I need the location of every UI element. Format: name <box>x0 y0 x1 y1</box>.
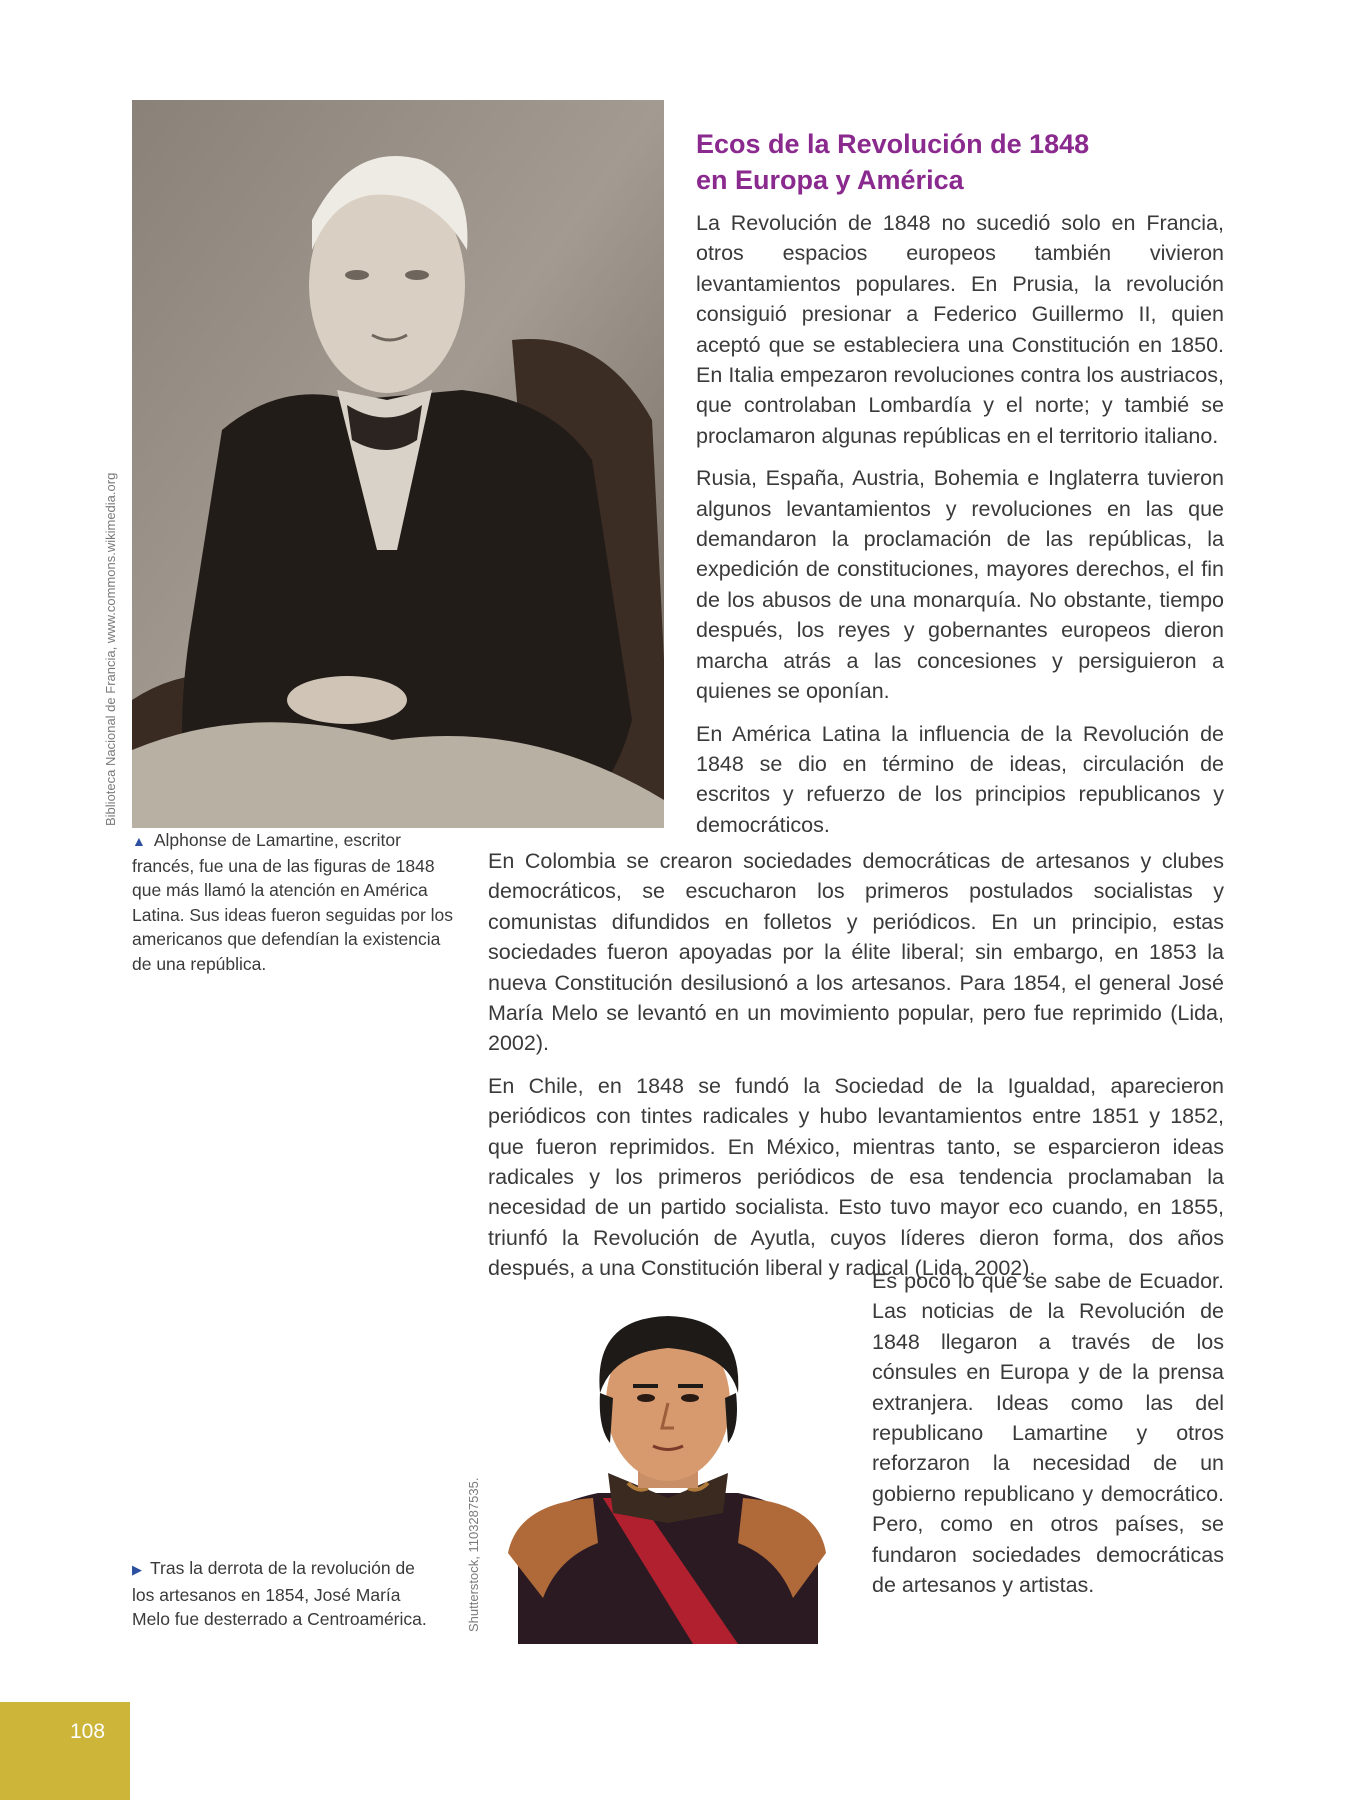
paragraph-1: La Revolución de 1848 no sucedió solo en Francia, otros espacios europeos también vivieron levantamientos populares. En Prusia, la revolución consiguió presionar a Federico Guillermo II, quien aceptó que se estableciera una Constitución en 1850. En Italia empezaron revoluciones contra los austriacos, que controlaban Lombardía y el norte; y tambié se proclamaron algunas repúblicas en el territorio italiano. <box>696 211 1224 448</box>
triangle-up-icon: ▲ <box>132 833 146 849</box>
paragraph-4: En Colombia se crearon sociedades democráticas de artesanos y clubes democráticos, se escucharon los primeros postulados socialistas y comunistas difundidos en folletos y periódicos. En un principio, estas sociedades fueron apoyadas por la élite liberal; sin embargo, en 1853 la nueva Constitución desilusionó a los artesanos. Para 1854, el general José María Melo se levantó en un movimiento popular, pero fue reprimido (Lida, 2002). <box>488 849 1224 1056</box>
photo-credit: Biblioteca Nacional de Francia, www.commons.wikimedia.org <box>103 472 118 826</box>
paragraph-5: En Chile, en 1848 se fundó la Sociedad de la Igualdad, aparecieron periódicos con tintes radicales y hubo levantamientos entre 1851 y 1852, que fueron reprimidos. En México, mientras tanto, se esparcieron ideas radicales y los primeros periódicos de esa tendencia proclamaban la necesidad de un partido socialista. Esto tuvo mayor eco cuando, en 1855, triunfó la Revolución de Ayutla, cuyos líderes dieron forma, dos años después, a una Constitución liberal y radical (Lida, 2002). <box>488 1073 1224 1281</box>
triangle-right-icon: ▶ <box>132 1562 142 1577</box>
photo-caption <box>132 828 454 976</box>
illustration-caption-text: Tras la derrota de la revolución de los artesanos en 1854, José María Melo fue desterrado a Centroamérica. <box>132 1558 427 1629</box>
lamartine-photo <box>132 100 664 828</box>
right-column <box>696 208 1224 840</box>
illustration-caption <box>132 1556 432 1632</box>
wide-column <box>488 846 1224 1284</box>
paragraph-2: Rusia, España, Austria, Bohemia e Inglaterra tuvieron algunos levantamientos y revoluciones en las que demandaron la proclamación de las repúblicas, la expedición de constituciones, mayores derechos, el fin de los abusos de una monarquía. No obstante, tiempo después, los reyes y gobernantes europeos dieron marcha atrás a las concesiones y persiguieron a quienes se oponían. <box>696 466 1224 704</box>
illustration-credit: Shutterstock, 1103287535. <box>466 1477 481 1632</box>
section-heading <box>696 126 1256 198</box>
photo-caption-text: Alphonse de Lamartine, escritor francés, fue una de las figuras de 1848 que más llamó la atención en América Latina. Sus ideas fueron seguidas por los americanos que defendían la existencia de una república. <box>132 830 454 974</box>
section-title-line1: Ecos de la Revolución de 1848 <box>696 129 1090 159</box>
paragraph-3: En América Latina la influencia de la Revolución de 1848 se dio en término de ideas, circulación de escritos y refuerzo de los principios republicanos y democráticos. <box>696 721 1224 837</box>
footer-band <box>0 1702 130 1800</box>
ecuador-column <box>872 1266 1224 1600</box>
page-number: 108 <box>70 1720 106 1743</box>
section-title-line2: en Europa y América <box>696 165 964 195</box>
melo-illustration <box>488 1298 846 1644</box>
paragraph-6: Es poco lo que se sabe de Ecuador. Las noticias de la Revolución de 1848 llegaron a través de los cónsules en Europa y de la prensa extranjera. Ideas como las del republicano Lamartine y otros reforzaron la necesidad de un gobierno republicano y democrático. Pero, como en otros países, se fundaron sociedades democráticas de artesanos y artistas. <box>872 1269 1224 1598</box>
